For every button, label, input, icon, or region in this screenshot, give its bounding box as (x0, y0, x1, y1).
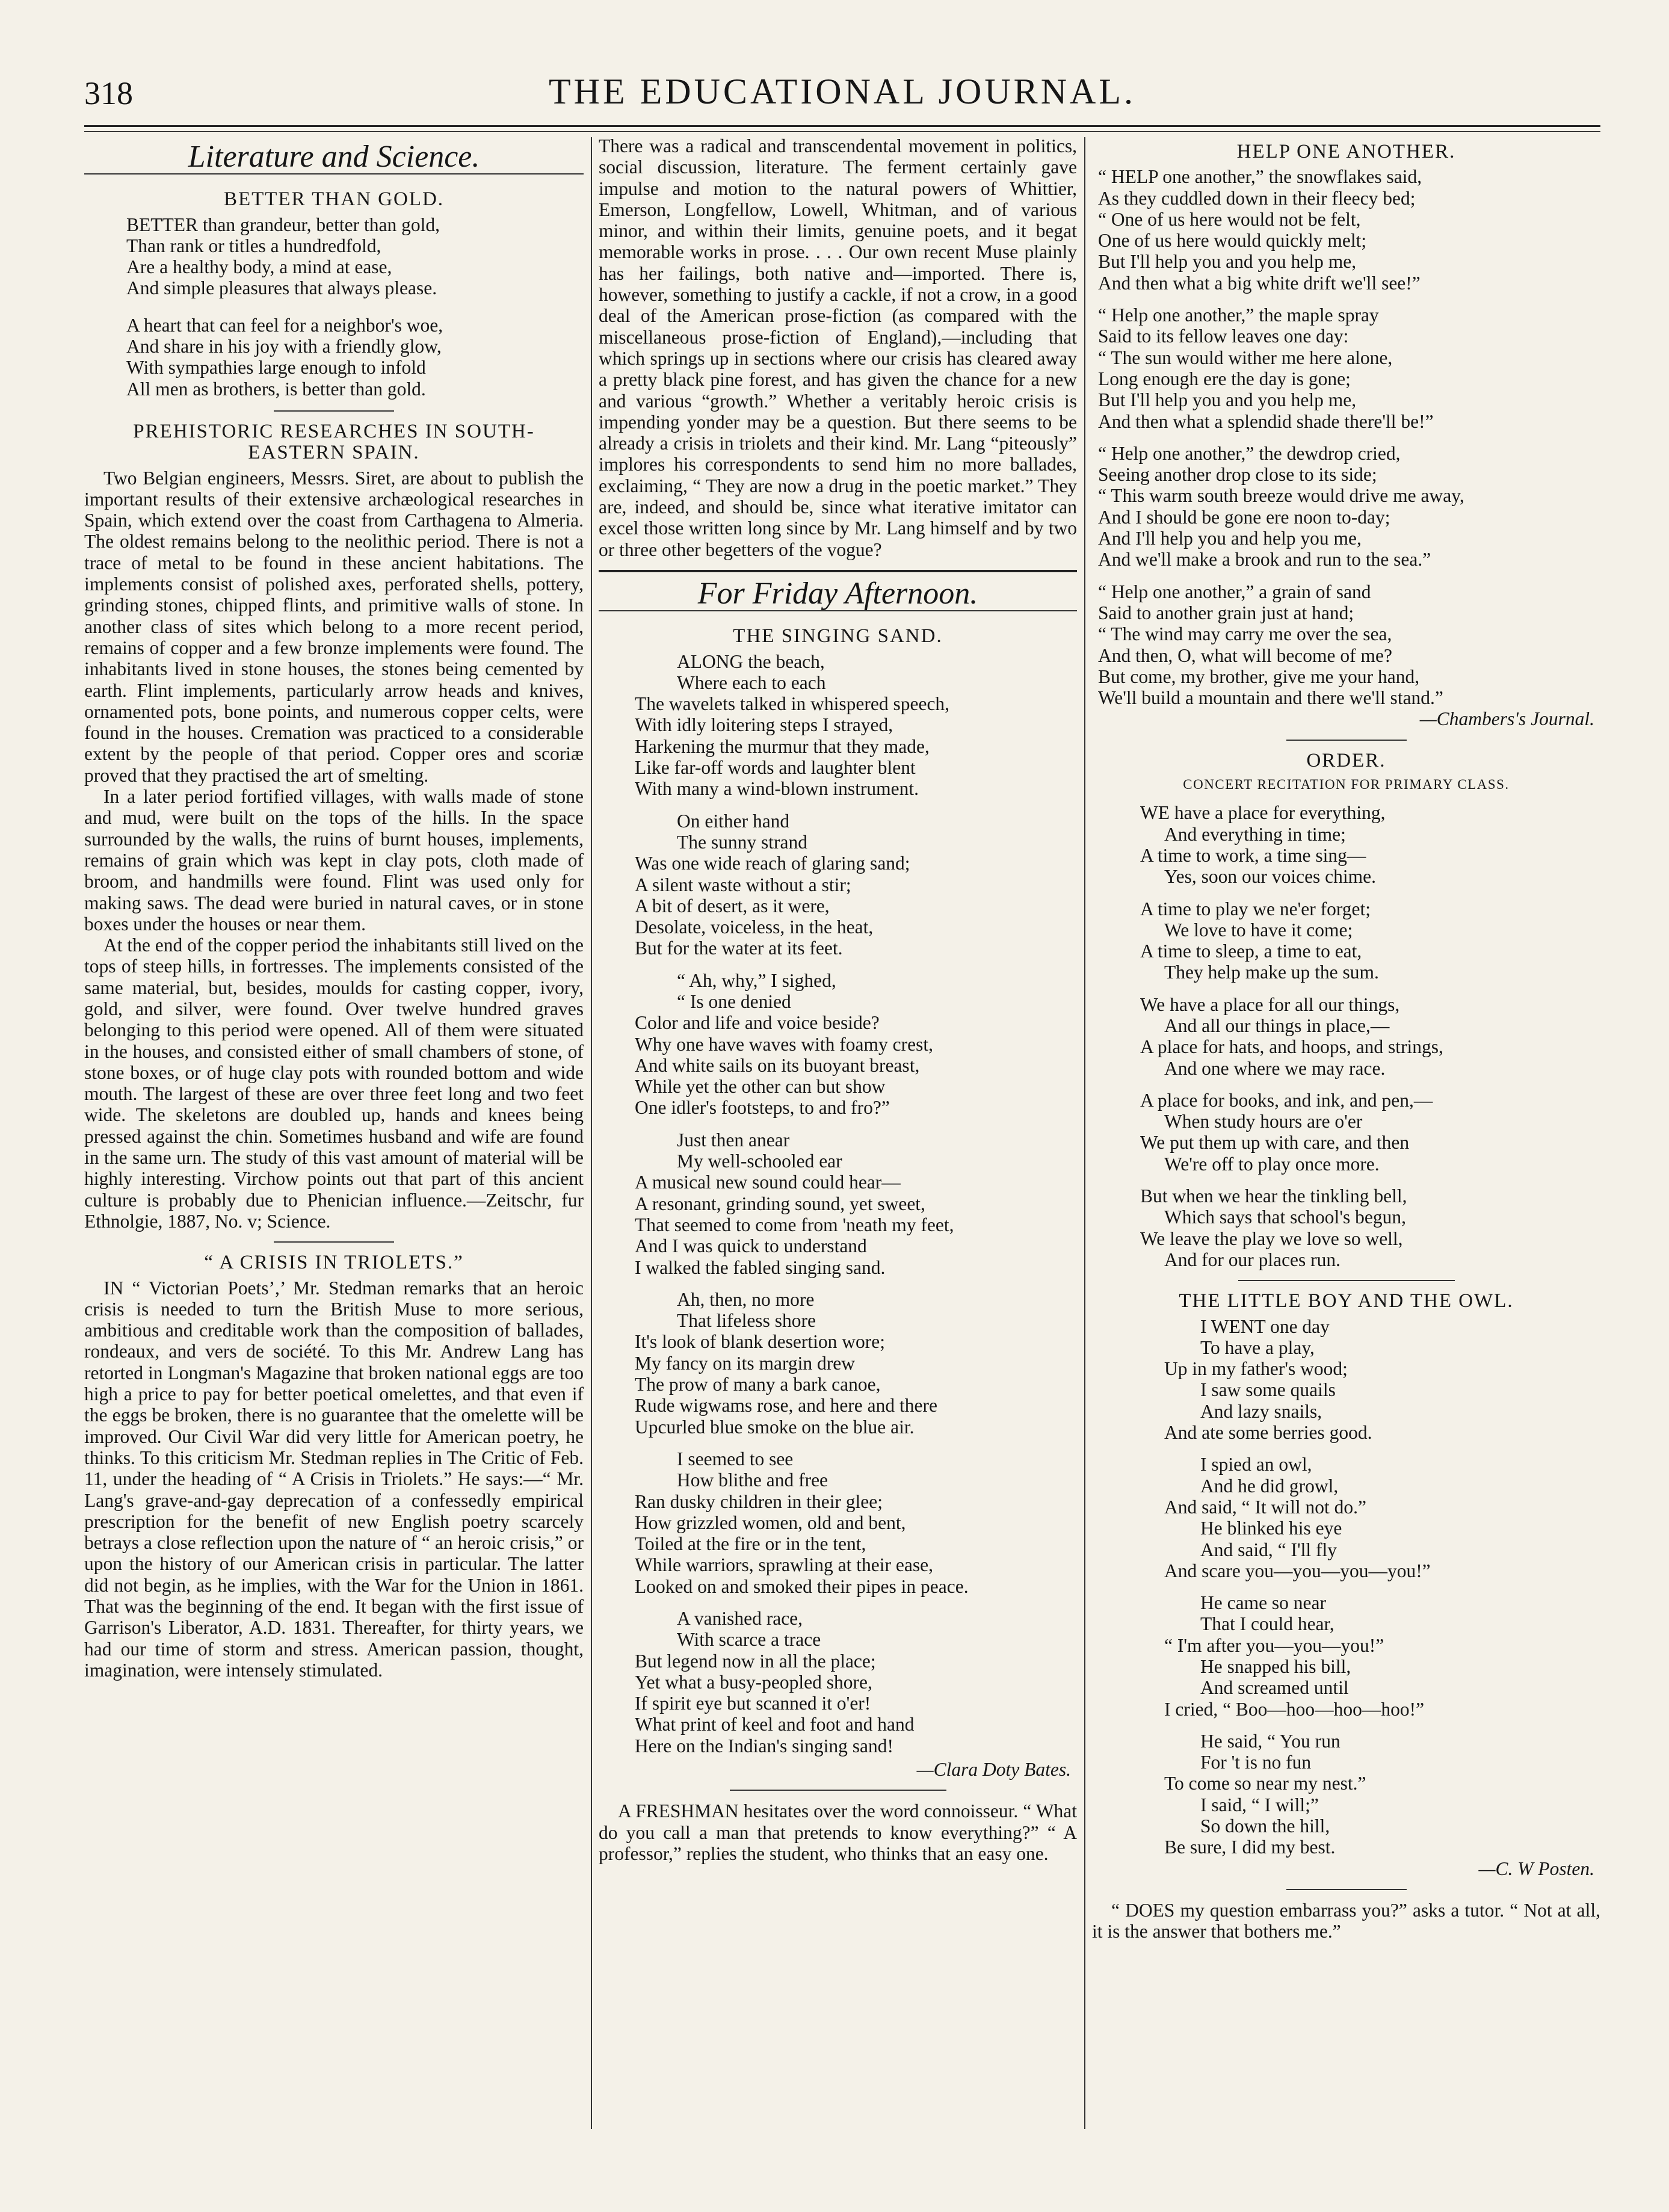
poem-line: Said to its fellow leaves one day: (1098, 326, 1349, 347)
column-divider (591, 137, 592, 2129)
paragraph: “ DOES my question embarrass you?” asks a tutor. “ Not at all, it is the answer that bothers me.” (1092, 1899, 1600, 1942)
paragraph: At the end of the copper period the inhabitants still lived on the tops of steep hills, in fortresses. The implements consisted of the same material, but, besides, moulds for casting copper, ivory, gold, and silver, were found. Over twelve hundred graves belonging to this period were opened. All of them were situated in the houses, and consisted either of small chambers of stone, of stone boxes, or of huge clay pots with rounded bottom and wide mouth. The largest of these are over three feet long and two feet wide. The skeletons are doubled up, hands and knees being pressed against the chin. Sometimes husband and wife are found in the same urn. The study of this vast amount of material will be highly interesting. Virchow points out that part of this ancient culture is probably due to Phenician influence.—Zeitschr, fur Ethnolgie, 1887, No. v; Science. (84, 935, 584, 1232)
poem-line: And lazy snails, (1200, 1400, 1322, 1422)
poem-line: A vanished race, (677, 1608, 803, 1629)
separator (274, 410, 394, 412)
poem-line: Here on the Indian's singing sand! (635, 1735, 893, 1756)
poem-line: And all our things in place,— (1164, 1015, 1390, 1036)
poem-line: To come so near my nest.” (1164, 1773, 1366, 1794)
poem-stanza (1092, 581, 1600, 709)
poem-line: I cried, “ Boo—hoo—hoo—hoo!” (1164, 1698, 1425, 1720)
poem-line: One idler's footsteps, to and fro?” (635, 1097, 890, 1119)
poem-line: While yet the other can but show (635, 1076, 886, 1098)
separator (1238, 1280, 1455, 1281)
column-1 (84, 135, 584, 1681)
poem-line: I seemed to see (677, 1448, 794, 1469)
poem-line: And said, “ It will not do.” (1164, 1496, 1366, 1518)
poem-line: And I should be gone ere noon to-day; (1098, 506, 1390, 528)
poem-line: When study hours are o'er (1164, 1111, 1363, 1132)
separator (274, 1241, 394, 1243)
header-rule (84, 125, 1600, 127)
poem-line: And white sails on its buoyant breast, (635, 1054, 920, 1076)
poem-line: “ Help one another,” the maple spray (1098, 304, 1379, 326)
poem-line: He came so near (1200, 1592, 1327, 1614)
poem-line: All men as brothers, is better than gold. (126, 378, 426, 400)
attribution: —Clara Doty Bates. (916, 1759, 1071, 1781)
poem-line: We put them up with care, and then (1140, 1132, 1410, 1154)
poem-stanza (1092, 1592, 1600, 1720)
poem-stanza (599, 970, 1077, 1119)
poem-line: But I'll help you and you help me, (1098, 389, 1357, 411)
poem-line: I WENT one day (1200, 1315, 1330, 1337)
poem-line: A musical new sound could hear— (635, 1172, 901, 1193)
poem-line: Said to another grain just at hand; (1098, 602, 1354, 623)
poem-line: And ate some berries good. (1164, 1422, 1372, 1444)
poem-line: “ Help one another,” the dewdrop cried, (1098, 442, 1401, 464)
article-title: HELP ONE ANOTHER. (1236, 141, 1456, 162)
poem-line: And scare you—you—you—you!” (1164, 1560, 1431, 1581)
poem-line: He blinked his eye (1200, 1518, 1342, 1539)
poem-line: Ran dusky children in their glee; (635, 1491, 883, 1512)
poem-line: Harkening the murmur that they made, (635, 735, 930, 757)
poem-line: Desolate, voiceless, in the heat, (635, 916, 874, 938)
poem-line: How grizzled women, old and bent, (635, 1512, 906, 1533)
paragraph: IN “ Victorian Poets’,’ Mr. Stedman remarks that an heroic crisis is needed to turn the British Muse to more serious, ambitious and creditable work than the composition of ballades, rondeaux, and vers de société. To this Mr. Andrew Lang has retorted in Longman's Magazine that broken national eggs are too high a price to pay for better poetical omelettes, and that even if the eggs be broken, there is no guarantee that the omelette will be improved. Our Civil War did very little for American poetry, he thinks. To this criticism Mr. Stedman replies in The Critic of Feb. 11, under the heading of “ A Crisis in Triolets.” He says:—“ Mr. Lang's grave-and-gay deprecation of a confessedly empirical prescription for the benefit of new English poetry scarcely betrays a close reflection upon the nature of “ an heroic crisis,” or upon the history of our American crisis in particular. The latter did not begin, as he implies, with the War for the Union in 1861. That was the beginning of the end. It began with the first issue of Garrison's Liberator, A.D. 1831. Thereafter, for thirty years, we had our time of storm and stress. American passion, thought, imagination, were intensely stimulated. (84, 1277, 584, 1681)
poem-line: Like far-off words and laughter blent (635, 757, 916, 779)
poem-line: One of us here would quickly melt; (1098, 230, 1367, 252)
header-rule-thin (84, 131, 1600, 132)
poem-stanza (1092, 166, 1600, 294)
poem-line: The sunny strand (677, 831, 807, 853)
article-title: BETTER THAN GOLD. (223, 188, 445, 211)
poem-line: While warriors, sprawling at their ease, (635, 1554, 933, 1576)
poem-stanza (1092, 1454, 1600, 1581)
article-title: PREHISTORIC RESEARCHES IN SOUTH- (133, 420, 535, 442)
poem-line: And then what a big white drift we'll see!” (1098, 272, 1421, 294)
poem-line: For 't is no fun (1200, 1752, 1312, 1773)
poem-line: I saw some quails (1200, 1379, 1336, 1401)
page-header (84, 71, 1600, 119)
poem-line: “ One of us here would not be felt, (1098, 208, 1361, 230)
poem-line: Be sure, I did my best. (1164, 1837, 1336, 1858)
poem-line: It's look of blank desertion wore; (635, 1331, 885, 1353)
article-title: EASTERN SPAIN. (248, 442, 420, 464)
poem-stanza (599, 1448, 1077, 1597)
poem-stanza (1092, 1316, 1600, 1444)
poem-line: To have a play, (1200, 1336, 1315, 1358)
poem-line: The prow of many a bark canoe, (635, 1374, 881, 1395)
poem-stanza (599, 1129, 1077, 1278)
poem-line: And share in his joy with a friendly glow, (126, 336, 442, 357)
poem-line: Ah, then, no more (677, 1288, 815, 1310)
poem-line: The wavelets talked in whispered speech, (635, 693, 950, 715)
poem-line: Up in my father's wood; (1164, 1358, 1348, 1380)
poem-line: With many a wind-blown instrument. (635, 778, 919, 800)
poem-stanza (1092, 1731, 1600, 1858)
attribution: —C. W Posten. (1478, 1858, 1594, 1879)
poem-line: We have a place for all our things, (1140, 993, 1400, 1015)
poem-line: A bit of desert, as it were, (635, 895, 830, 916)
poem-line: Yet what a busy-peopled shore, (635, 1671, 872, 1693)
poem-line: Are a healthy body, a mind at ease, (126, 256, 392, 278)
poem-stanza (1092, 802, 1600, 887)
poem-stanza (1092, 1090, 1600, 1175)
article-title: ORDER. (1306, 749, 1386, 771)
poem-stanza (599, 811, 1077, 959)
poem-line: Upcurled blue smoke on the blue air. (635, 1416, 915, 1438)
poem-stanza (599, 1289, 1077, 1438)
poem-line: Than rank or titles a hundredfold, (126, 235, 381, 256)
article-title: “ A CRISIS IN TRIOLETS.” (204, 1252, 464, 1274)
poem-line: Yes, soon our voices chime. (1164, 866, 1377, 888)
poem-line: My well-schooled ear (677, 1151, 842, 1172)
poem-line: How blithe and free (677, 1469, 828, 1491)
poem-line: Seeing another drop close to its side; (1098, 464, 1377, 486)
section-rule (599, 570, 1077, 572)
poem-line: With sympathies large enough to infold (126, 357, 426, 378)
poem-line: I spied an owl, (1200, 1454, 1312, 1475)
poem-line: We leave the play we love so well, (1140, 1228, 1403, 1249)
poem-line: But I'll help you and you help me, (1098, 251, 1357, 273)
poem-line: That seemed to come from 'neath my feet, (635, 1214, 954, 1235)
article-subtitle: CONCERT RECITATION FOR PRIMARY CLASS. (1183, 777, 1510, 792)
poem-line: But for the water at its feet. (635, 938, 843, 959)
poem-line: A resonant, grinding sound, yet sweet, (635, 1193, 925, 1214)
poem-line: A time to work, a time sing— (1140, 844, 1366, 866)
attribution: —Chambers's Journal. (1419, 708, 1594, 730)
poem-line: If spirit eye but scanned it o'er! (635, 1693, 871, 1714)
article-title: THE SINGING SAND. (733, 625, 943, 647)
poem-stanza (599, 651, 1077, 800)
poem-line: That lifeless shore (677, 1310, 816, 1332)
poem-line: With idly loitering steps I strayed, (635, 714, 893, 736)
poem-line: Toiled at the fire or in the tent, (635, 1533, 866, 1555)
poem-line: Just then anear (677, 1129, 790, 1151)
poem-line: And said, “ I'll fly (1200, 1539, 1337, 1560)
poem-line: They help make up the sum. (1164, 962, 1379, 983)
poem-line: ALONG the beach, (677, 650, 825, 672)
poem-line: A place for books, and ink, and pen,— (1140, 1089, 1433, 1111)
poem-line: And then, O, what will become of me? (1098, 644, 1392, 666)
poem-line: But legend now in all the place; (635, 1650, 876, 1672)
poem-line: A time to play we ne'er forget; (1140, 898, 1371, 919)
poem-line: Looked on and smoked their pipes in peace. (635, 1575, 969, 1597)
poem-line: What print of keel and foot and hand (635, 1714, 915, 1735)
poem-line: Rude wigwams rose, and here and there (635, 1395, 937, 1416)
separator (1286, 1889, 1407, 1890)
poem-stanza (84, 214, 584, 299)
poem-line: My fancy on its margin drew (635, 1352, 855, 1374)
poem-line: “ Help one another,” a grain of sand (1098, 581, 1371, 602)
poem-line: He snapped his bill, (1200, 1656, 1351, 1677)
separator (730, 1790, 946, 1791)
poem-line: And one where we may race. (1164, 1057, 1386, 1079)
poem-line: And I was quick to understand (635, 1235, 867, 1257)
poem-line: Long enough ere the day is gone; (1098, 368, 1351, 389)
poem-line: And then what a splendid shade there'll be!” (1098, 410, 1434, 432)
paragraph: There was a radical and transcendental movement in politics, social discussion, literature. The ferment certainly gave impulse and motion to the natural powers of Whittier, Emerson, Longfellow, Lowell, Whitman, and of various minor, and within their limits, genuine poets, and it begat memorable works in prose. . . . Our own recent Muse plainly has her failings, both native and—imported. There is, however, something to justify a cackle, if not a crow, in a good deal of the American prose-fiction (as compared with the miscellaneous prose-fiction of England),—including that which springs up in sections where our crisis has cleared away a pretty black pine forest, and has given the chance for a new and various “growth.” Whether a veritably heroic crisis is impending yonder may be a question. But there seems to be already a crisis in triolets and their kind. Mr. Lang “piteously” implores his correspondents to send him no more ballades, exclaiming, “ They are now a drug in the poetic market.” They are, indeed, and should be, since what iterative imitator can excel those written long since by Mr. Lang himself and by two or three other begetters of the vogue? (599, 135, 1077, 560)
poem-line: And I'll help you and help you me, (1098, 528, 1362, 549)
poem-stanza (599, 1608, 1077, 1756)
poem-line: Which says that school's begun, (1164, 1206, 1406, 1228)
paragraph: In a later period fortified villages, with walls made of stone and mud, were built on the tops of the hills. In the space surrounded by the walls, the ruins of burnt houses, implements, remains of grain which was kept in clay pots, cloth made of broom, and handmills were found. Flint was used only for making saws. The dead were buried in natural caves, or in stone boxes under the houses or near them. (84, 786, 584, 935)
poem-line: “ This warm south breeze would drive me away, (1098, 485, 1464, 507)
poem-line: “ Ah, why,” I sighed, (677, 969, 836, 991)
poem-line: A time to sleep, a time to eat, (1140, 941, 1362, 962)
poem-stanza (1092, 898, 1600, 983)
poem-stanza (1092, 1185, 1600, 1270)
poem-line: He said, “ You run (1200, 1730, 1340, 1752)
poem-line: WE have a place for everything, (1140, 802, 1386, 824)
column-divider (1084, 137, 1085, 2129)
poem-line: That I could hear, (1200, 1613, 1334, 1635)
separator (1286, 740, 1407, 741)
poem-line: A place for hats, and hoops, and strings, (1140, 1036, 1443, 1058)
paragraph: A FRESHMAN hesitates over the word connoisseur. “ What do you call a man that pretends to know everything?” “ A professor,” replies the student, who thinks that an easy one. (599, 1800, 1077, 1864)
poem-line: And he did growl, (1200, 1475, 1339, 1497)
poem-line: “ HELP one another,” the snowflakes said, (1098, 166, 1422, 188)
poem-line: Where each to each (677, 672, 826, 693)
poem-line: And everything in time; (1164, 823, 1346, 845)
poem-line: A heart that can feel for a neighbor's woe, (126, 314, 443, 336)
poem-line: I walked the fabled singing sand. (635, 1256, 886, 1278)
column-2 (599, 135, 1077, 1864)
poem-line: On either hand (677, 810, 790, 832)
poem-stanza (84, 315, 584, 400)
poem-line: Was one wide reach of glaring sand; (635, 853, 910, 874)
poem-line: And for our places run. (1164, 1249, 1341, 1270)
poem-line: And screamed until (1200, 1677, 1349, 1699)
poem-line: So down the hill, (1200, 1815, 1330, 1837)
poem-line: BETTER than grandeur, better than gold, (126, 214, 440, 235)
poem-line: With scarce a trace (677, 1629, 821, 1651)
poem-stanza (1092, 304, 1600, 432)
poem-line: “ I'm after you—you—you!” (1164, 1634, 1384, 1656)
poem-line: We're off to play once more. (1164, 1153, 1380, 1175)
poem-line: We'll build a mountain and there we'll stand.” (1098, 687, 1443, 709)
poem-stanza (1092, 443, 1600, 570)
poem-line: I said, “ I will;” (1200, 1794, 1319, 1815)
section-title: For Friday Afternoon. (697, 576, 978, 611)
poem-line: But come, my brother, give me your hand, (1098, 666, 1420, 687)
poem-line: We love to have it come; (1164, 919, 1353, 941)
poem-line: As they cuddled down in their fleecy bed; (1098, 187, 1416, 209)
section-title: Literature and Science. (188, 140, 480, 174)
poem-line: Why one have waves with foamy crest, (635, 1033, 933, 1055)
poem-line: “ Is one denied (677, 990, 791, 1012)
poem-line: And we'll make a brook and run to the sea.” (1098, 549, 1431, 570)
poem-line: “ The sun would wither me here alone, (1098, 347, 1393, 368)
poem-line: A silent waste without a stir; (635, 874, 851, 895)
poem-stanza (1092, 994, 1600, 1079)
paragraph: Two Belgian engineers, Messrs. Siret, are about to publish the important results of their extensive archæological researches in Spain, which extend over the coast from Carthagena to Almeria. The oldest remains belong to the neolithic period. There is not a trace of metal to be found in these ancient habitations. The implements consist of polished axes, perforated shells, pottery, grinding stones, chipped flints, and primitive walls of stone. In another class of sites which belong to a more recent period, remains of copper and a few bronze implements were found. The inhabitants lived in stone houses, the stones being cemented by earth. Flint implements, particularly arrow heads and knives, ornamented pots, bone points, and numerous copper celts, were found in the houses. Cremation was practiced to a considerable extent by the people of that period. Copper ores and scoriæ proved that they practised the art of smelting. (84, 467, 584, 786)
poem-line: “ The wind may carry me over the sea, (1098, 623, 1392, 645)
poem-line: And simple pleasures that always please. (126, 277, 437, 299)
article-title: THE LITTLE BOY AND THE OWL. (1179, 1290, 1514, 1312)
column-3 (1092, 135, 1600, 1942)
poem-line: But when we hear the tinkling bell, (1140, 1185, 1407, 1207)
poem-line: Color and life and voice beside? (635, 1012, 880, 1034)
journal-title: THE EDUCATIONAL JOURNAL. (548, 72, 1137, 111)
page-number: 318 (84, 75, 133, 111)
